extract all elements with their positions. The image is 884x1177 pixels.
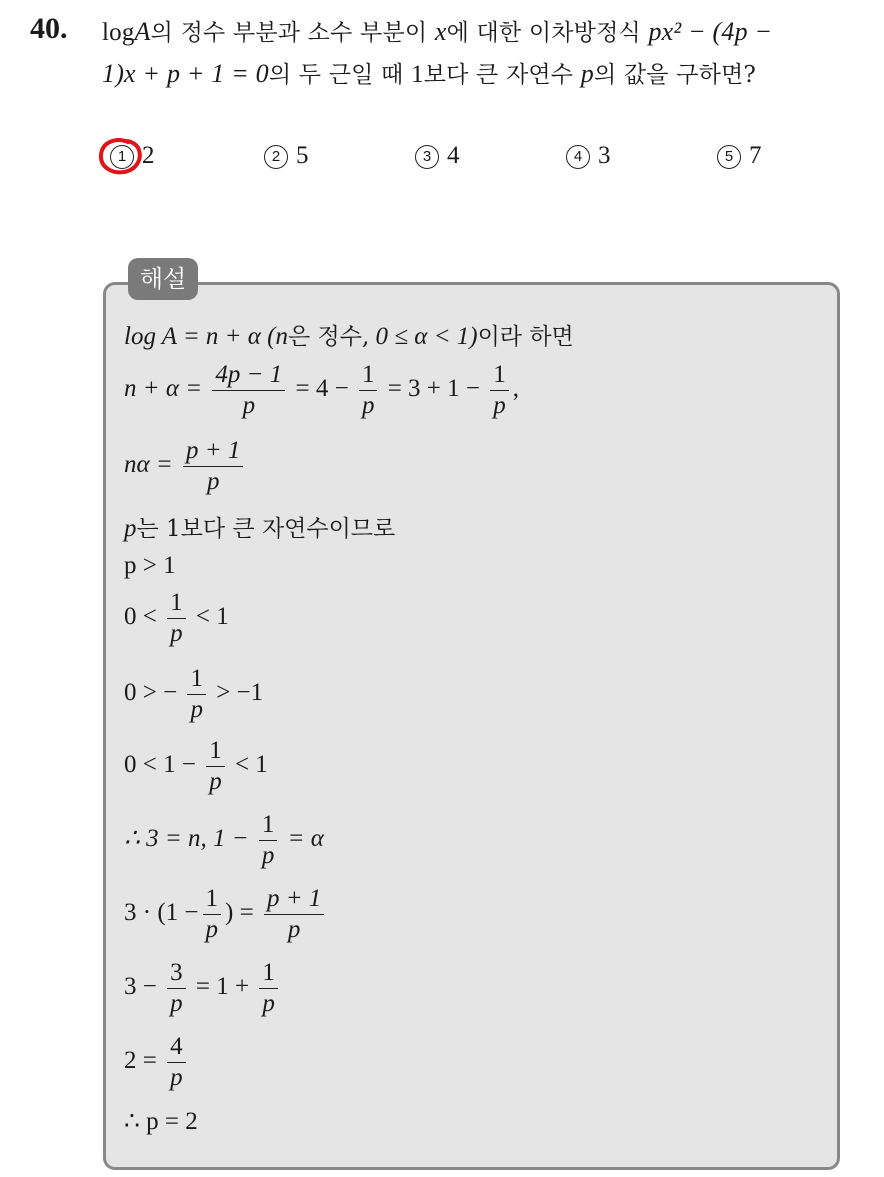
fraction: $\frac{p + 1}{p}$ [264, 884, 324, 945]
fraction: $\frac{1}{p}$ [203, 884, 222, 945]
choice-2[interactable] [264, 142, 309, 170]
choice-marker: 2 [264, 145, 288, 169]
choice-marker: 3 [415, 145, 439, 169]
fraction: $\frac{4}{p}$ [167, 1032, 186, 1093]
fraction: $\frac{1}{p}$ [167, 588, 186, 649]
solution-line-3: nα = $\frac{p + 1}{p}$ [124, 436, 247, 497]
fraction: $\frac{1}{p}$ [490, 360, 509, 421]
choice-marker: 4 [566, 145, 590, 169]
choice-4[interactable] [566, 142, 611, 170]
fraction: $\frac{1}{p}$ [359, 360, 378, 421]
choice-marker: 1 [110, 145, 134, 169]
choice-5[interactable] [717, 142, 762, 170]
question-text-line-1: logA의 정수 부분과 소수 부분이 x에 대한 이차방정식 px² − (4p − [102, 17, 773, 46]
solution-line-12: 2 = $\frac{4}{p}$ [124, 1032, 190, 1093]
choice-value: 5 [296, 142, 309, 169]
fraction: $\frac{1}{p}$ [259, 958, 278, 1019]
choice-value: 3 [598, 142, 611, 169]
fraction: $\frac{1}{p}$ [259, 810, 278, 871]
fraction: $\frac{p + 1}{p}$ [183, 436, 243, 497]
solution-line-7: 0 > − $\frac{1}{p}$ > −1 [124, 665, 264, 723]
fraction: $\frac{1}{p}$ [206, 736, 225, 797]
answer-circle-mark [98, 136, 144, 176]
choice-marker: 5 [717, 145, 741, 169]
solution-line-1: log A = n + α (n은 정수, 0 ≤ α < 1)이라 하면 [124, 323, 574, 350]
fraction: $\frac{4p - 1}{p}$ [212, 360, 285, 421]
solution-line-13: ∴ p = 2 [124, 1108, 198, 1135]
solution-line-2: n + α = $\frac{4p - 1}{p}$ = 4 − $\frac{1}{p}$ = 3 + 1 − $\frac{1}{p}$ , [124, 361, 520, 419]
solution-line-5: p > 1 [124, 552, 176, 579]
choice-value: 2 [142, 142, 155, 169]
solution-line-6: 0 < $\frac{1}{p}$ < 1 [124, 589, 229, 647]
solution-line-4: p는 1보다 큰 자연수이므로 [124, 515, 396, 542]
choice-value: 7 [749, 142, 762, 169]
question-text-line-2: 1)x + p + 1 = 0의 두 근일 때 1보다 큰 자연수 p의 값을 구하면? [102, 59, 756, 88]
solution-line-11: 3 − $\frac{3}{p}$ = 1 + $\frac{1}{p}$ [124, 958, 282, 1019]
solution-line-10: 3 · (1 − $\frac{1}{p}$ ) = $\frac{p + 1}{p}$ [124, 884, 328, 945]
fraction: $\frac{1}{p}$ [187, 664, 206, 725]
solution-line-9: ∴ 3 = n, 1 − $\frac{1}{p}$ = α [124, 811, 324, 869]
solution-line-8: 0 < 1 − $\frac{1}{p}$ < 1 [124, 737, 268, 795]
fraction: $\frac{3}{p}$ [167, 958, 186, 1019]
choice-3[interactable] [415, 142, 460, 170]
choice-value: 4 [447, 142, 460, 169]
solution-tag: 해설 [128, 258, 198, 300]
question-number: 40. [30, 12, 68, 45]
